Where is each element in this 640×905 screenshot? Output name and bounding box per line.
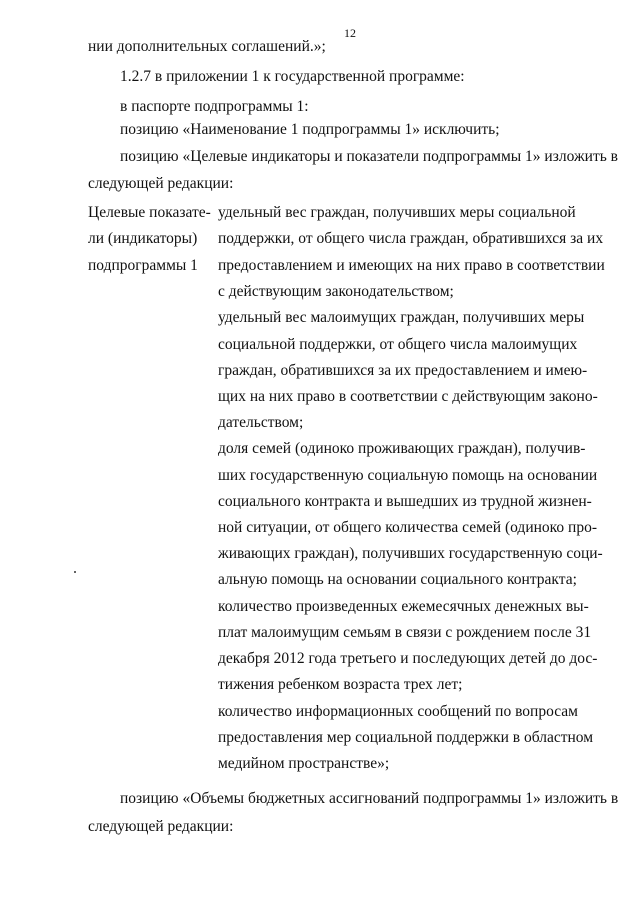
text-line: следующей редакции: (88, 818, 234, 835)
text-line: в паспорте подпрограммы 1: (120, 98, 309, 115)
value-line: декабря 2012 года третьего и последующих детей до дос- (218, 650, 598, 667)
label-line: Целевые показате- (88, 204, 211, 221)
text-line: следующей редакции: (88, 175, 234, 192)
text-line: нии дополнительных соглашений.»; (88, 38, 326, 55)
page-number: 12 (344, 26, 356, 40)
value-line: поддержки, от общего числа граждан, обратившихся за их (218, 230, 604, 247)
text-line: позицию «Целевые индикаторы и показатели подпрограммы 1» изложить в (120, 148, 618, 165)
value-line: предоставлением и имеющих на них право в соответствии (218, 257, 605, 274)
text-line: 1.2.7 в приложении 1 к государственной программе: (120, 68, 465, 85)
value-line: удельный вес граждан, получивших меры социальной (218, 204, 576, 221)
text-line: позицию «Наименование 1 подпрограммы 1» исключить; (120, 121, 500, 138)
label-line: ли (индикаторы) (88, 230, 198, 247)
value-line: тижения ребенком возраста трех лет; (218, 676, 463, 693)
text-line: позицию «Объемы бюджетных ассигнований подпрограммы 1» изложить в (120, 790, 619, 807)
value-line: ших государственную социальную помощь на основании (218, 467, 598, 484)
stray-mark (74, 571, 76, 573)
value-line: альную помощь на основании социального контракта; (218, 571, 577, 588)
value-line: социальной поддержки, от общего числа малоимущих (218, 336, 578, 353)
value-line: живающих граждан), получивших государственную соци- (218, 545, 603, 562)
value-line: ной ситуации, от общего количества семей (одиноко про- (218, 519, 597, 536)
value-line: удельный вес малоимущих граждан, получивших меры (218, 309, 585, 326)
label-line: подпрограммы 1 (88, 257, 198, 274)
value-line: социального контракта и вышедших из трудной жизнен- (218, 493, 592, 510)
value-line: количество произведенных ежемесячных денежных вы- (218, 598, 589, 615)
value-line: щих на них право в соответствии с действующим законо- (218, 388, 598, 405)
value-line: доля семей (одиноко проживающих граждан), получив- (218, 440, 586, 457)
value-line: дательством; (218, 414, 304, 431)
value-line: с действующим законодательством; (218, 283, 454, 300)
value-line: предоставления мер социальной поддержки в областном (218, 729, 594, 746)
value-line: плат малоимущим семьям в связи с рождением после 31 (218, 624, 592, 641)
value-line: количество информационных сообщений по вопросам (218, 703, 578, 720)
value-line: граждан, обратившихся за их предоставлением и имею- (218, 362, 588, 379)
value-line: медийном пространстве»; (218, 755, 390, 772)
